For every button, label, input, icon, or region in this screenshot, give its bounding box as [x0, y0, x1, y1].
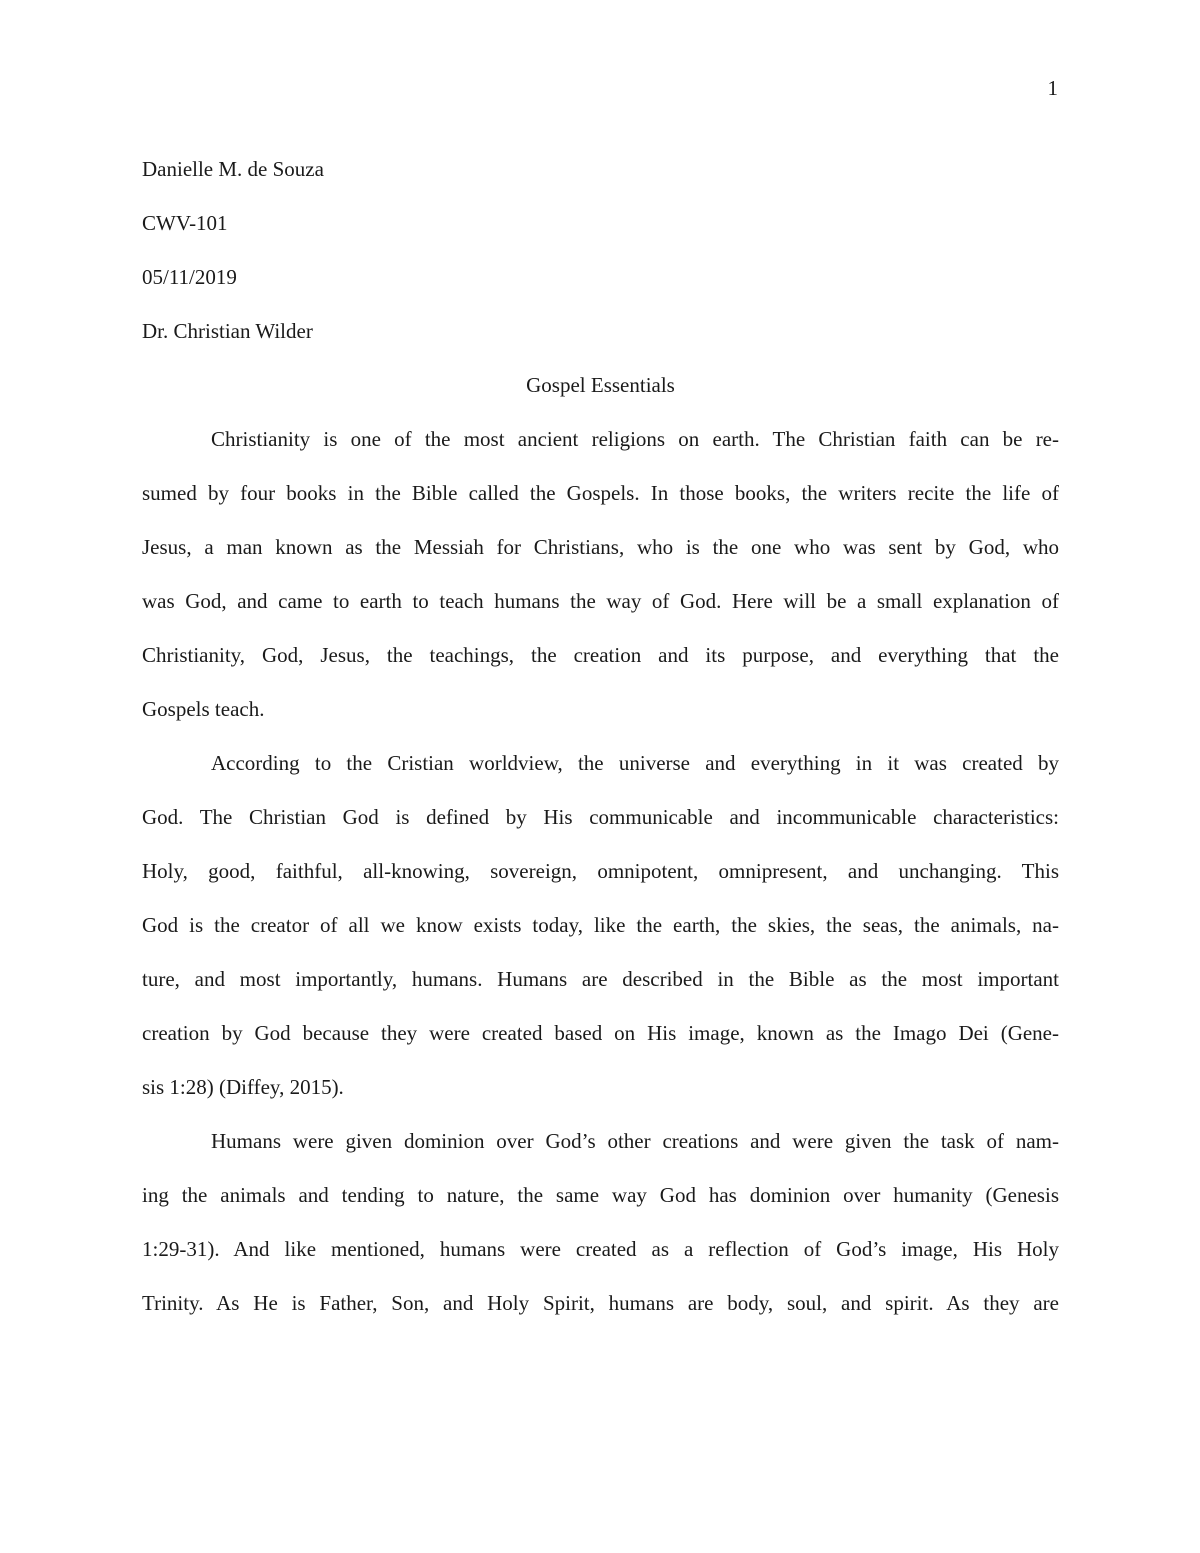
- paragraph-line: God. The Christian God is defined by His communicable and incommunicable characteristics:: [142, 805, 1059, 829]
- paragraph-line: God is the creator of all we know exists today, like the earth, the skies, the seas, the animals, na-: [142, 913, 1059, 937]
- paragraph-3: [142, 1114, 1059, 1330]
- paragraph-line: Christianity is one of the most ancient religions on earth. The Christian faith can be re-: [211, 427, 1059, 451]
- paragraph-line: creation by God because they were created based on His image, known as the Imago Dei (Gene-: [142, 1021, 1059, 1045]
- paragraph-line: ing the animals and tending to nature, the same way God has dominion over humanity (Genesis: [142, 1183, 1059, 1207]
- paragraph-line: According to the Cristian worldview, the universe and everything in it was created by: [211, 751, 1059, 775]
- essay-title: Gospel Essentials: [526, 373, 675, 397]
- paragraph-line: 1:29-31). And like mentioned, humans were created as a reflection of God’s image, His Holy: [142, 1237, 1059, 1261]
- paragraph-line: sumed by four books in the Bible called the Gospels. In those books, the writers recite the life of: [142, 481, 1059, 505]
- instructor-name: Dr. Christian Wilder: [142, 319, 313, 343]
- paragraph-line: was God, and came to earth to teach humans the way of God. Here will be a small explanation of: [142, 589, 1059, 613]
- paragraph-line: ture, and most importantly, humans. Humans are described in the Bible as the most important: [142, 967, 1059, 991]
- course-code: CWV-101: [142, 211, 228, 235]
- paragraph-2: [142, 736, 1059, 1114]
- paragraph-line: Trinity. As He is Father, Son, and Holy Spirit, humans are body, soul, and spirit. As they are: [142, 1291, 1059, 1315]
- submission-date: 05/11/2019: [142, 265, 237, 289]
- paragraph-line: Holy, good, faithful, all-knowing, sovereign, omnipotent, omnipresent, and unchanging. This: [142, 859, 1059, 883]
- paragraph-line: Humans were given dominion over God’s other creations and were given the task of nam-: [211, 1129, 1059, 1153]
- paragraph-line: sis 1:28) (Diffey, 2015).: [142, 1075, 344, 1099]
- document-body: [142, 142, 1059, 1330]
- paragraph-line: Gospels teach.: [142, 697, 265, 721]
- author-name: Danielle M. de Souza: [142, 157, 324, 181]
- paragraph-line: Christianity, God, Jesus, the teachings, the creation and its purpose, and everything that the: [142, 643, 1059, 667]
- page-number: 1: [1047, 76, 1058, 100]
- paragraph-1: [142, 412, 1059, 736]
- paragraph-line: Jesus, a man known as the Messiah for Christians, who is the one who was sent by God, who: [142, 535, 1059, 559]
